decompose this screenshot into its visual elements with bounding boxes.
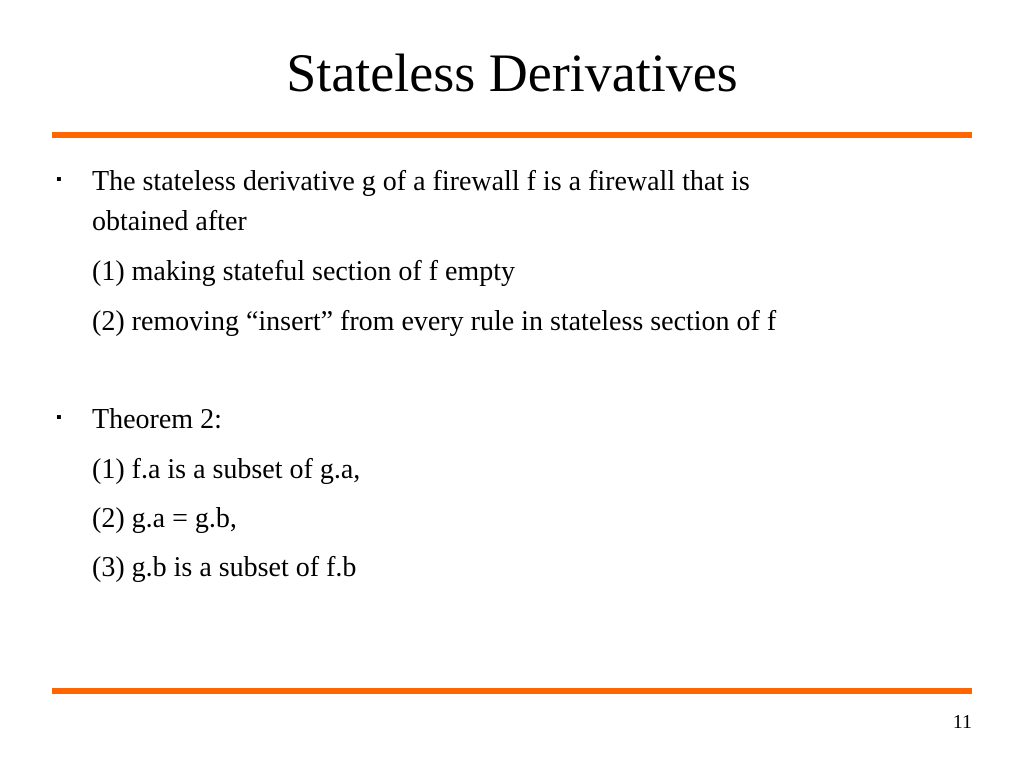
bullet-1-line-4: (2) removing “insert” from every rule in stateless section of f xyxy=(92,306,777,337)
bullet-1-line-1: The stateless derivative g of a firewall f is a firewall that is xyxy=(92,166,750,197)
top-divider xyxy=(52,132,972,138)
bullet-2-line-4: (3) g.b is a subset of f.b xyxy=(92,552,357,583)
bullet-2-line-2: (1) f.a is a subset of g.a, xyxy=(92,454,361,485)
bullet-marker: ▪ xyxy=(56,409,62,426)
slide-title: Stateless Derivatives xyxy=(286,43,738,103)
page-number: 11 xyxy=(952,711,972,733)
bullet-marker: ▪ xyxy=(56,171,62,188)
bullet-2-line-1: Theorem 2: xyxy=(92,404,222,435)
bullet-1-line-3: (1) making stateful section of f empty xyxy=(92,256,515,287)
bullet-1-line-2: obtained after xyxy=(92,206,247,237)
bullet-2-line-3: (2) g.a = g.b, xyxy=(92,503,237,534)
bottom-divider xyxy=(52,688,972,694)
